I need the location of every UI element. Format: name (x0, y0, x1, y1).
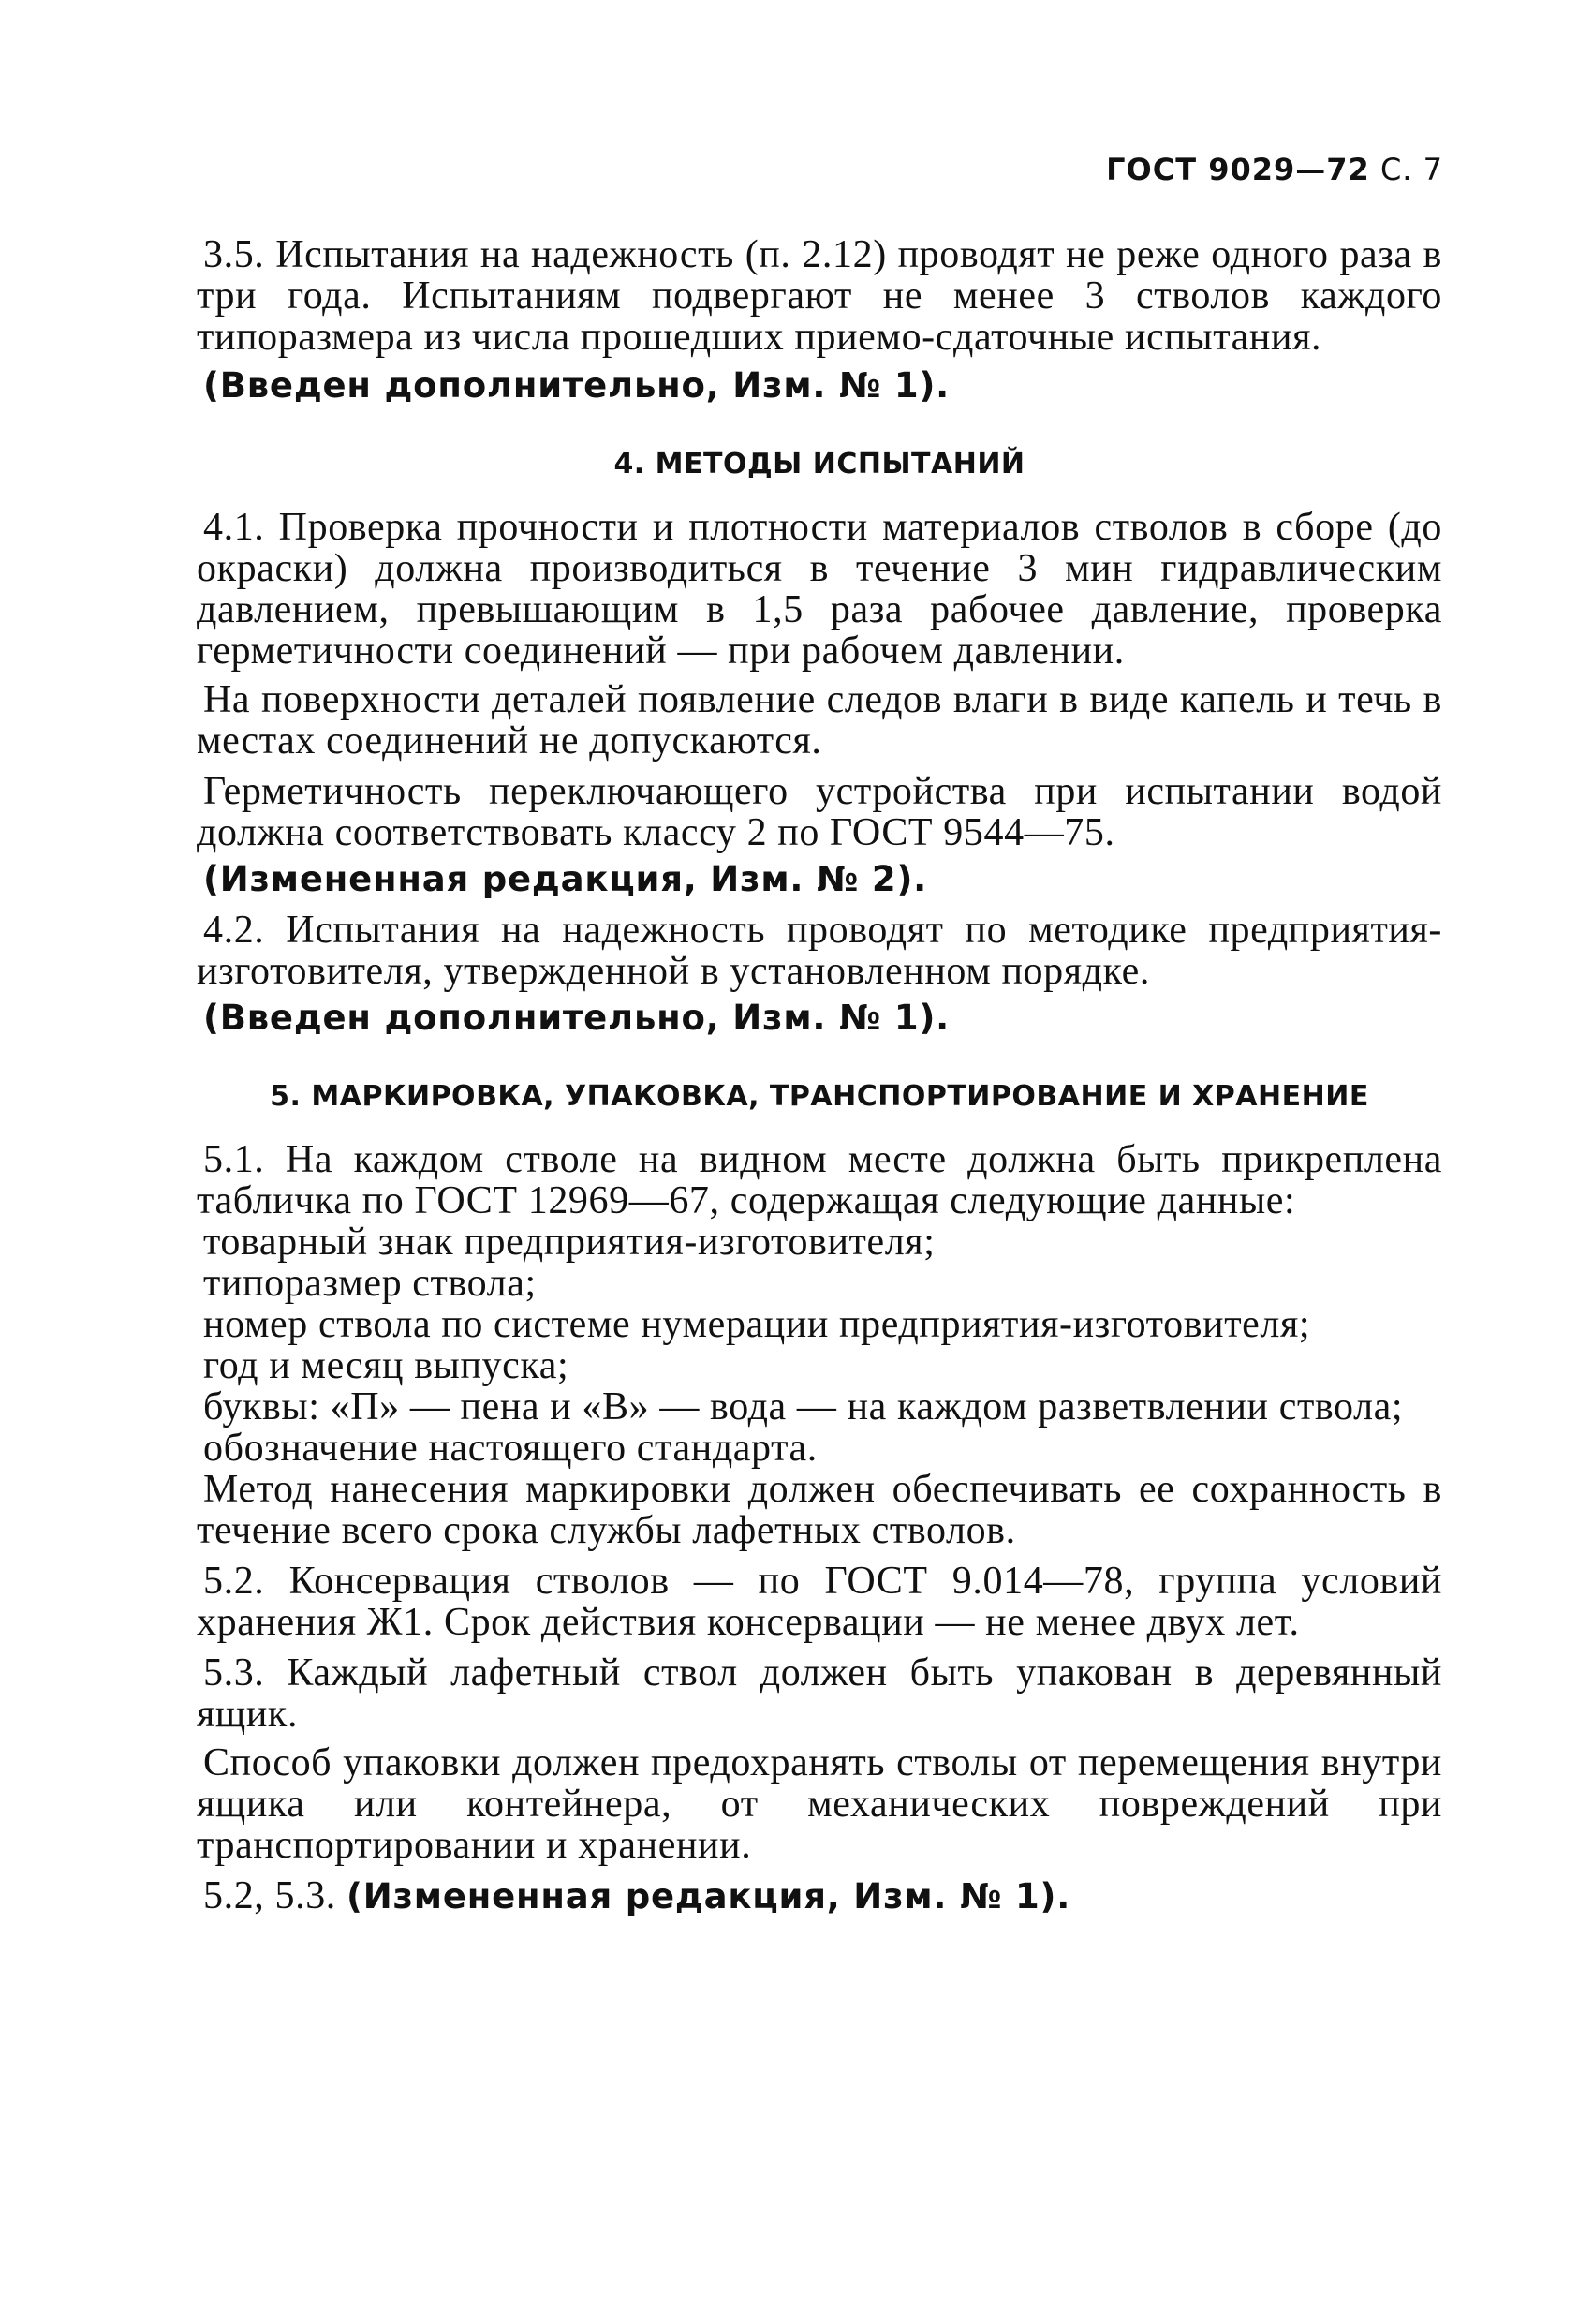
paragraph-5-1: 5.1. На каждом стволе на видном месте должна быть прикреплена табличка по ГОСТ 12969—67, содержащая следующие данные: (197, 1138, 1442, 1222)
list-item: год и месяц выпуска; (203, 1344, 569, 1387)
amendment-note-5-2-5-3 (197, 1875, 1442, 1917)
paragraph-5-3-packing: Способ упаковки должен предохранять стволы от перемещения внутри ящика или контейнера, от механических повреждений при транспортировании и хранении. (197, 1741, 1442, 1867)
clause-reference: 5.2, 5.3. (203, 1874, 336, 1917)
amendment-note: (Введен дополнительно, Изм. № 1). (203, 998, 951, 1038)
amendment-note: (Измененная редакция, Изм. № 1). (347, 1876, 1071, 1917)
amendment-note: (Измененная редакция, Изм. № 2). (203, 859, 928, 899)
paragraph-5-1-marking-method: Метод нанесения маркировки должен обеспечивать ее сохранность в течение всего срока службы лафетных стволов. (197, 1468, 1442, 1552)
paragraph-4-1-moisture: На поверхности деталей появление следов влаги в виде капель и течь в местах соединений не допускаются. (197, 678, 1442, 762)
paragraph-4-2: 4.2. Испытания на надежность проводят по методике предприятия-изготовителя, утвержденной в установленном порядке. (197, 909, 1442, 993)
page-number: С. 7 (1379, 152, 1443, 187)
list-item: обозначение настоящего стандарта. (203, 1427, 818, 1470)
doc-number: ГОСТ 9029—72 (1106, 152, 1370, 187)
paragraph-3-5: 3.5. Испытания на надежность (п. 2.12) проводят не реже одного раза в три года. Испытаниям подвергают не менее 3 стволов каждого типоразмера из числа прошедших приемо-сдаточные испытания. (197, 233, 1442, 359)
list-item: номер ствола по системе нумерации предприятия-изготовителя; (203, 1303, 1311, 1346)
amendment-note: (Введен дополнительно, Изм. № 1). (203, 365, 951, 406)
paragraph-4-1-tightness: Герметичность переключающего устройства при испытании водой должна соответствовать классу 2 по ГОСТ 9544—75. (197, 770, 1442, 854)
list-item: буквы: «П» — пена и «В» — вода — на каждом разветвлении ствола; (203, 1385, 1404, 1428)
paragraph-4-1: 4.1. Проверка прочности и плотности материалов стволов в сборе (до окраски) должна производиться в течение 3 мин гидравлическим давлением, превышающим в 1,5 раза рабочее давление, проверка герметичности соединений — при рабочем давлении. (197, 506, 1442, 673)
section-5-title: 5. МАРКИРОВКА, УПАКОВКА, ТРАНСПОРТИРОВАНИЕ И ХРАНЕНИЕ (270, 1080, 1369, 1113)
section-4-title: 4. МЕТОДЫ ИСПЫТАНИЙ (613, 448, 1025, 481)
list-item: типоразмер ствола; (203, 1262, 537, 1305)
paragraph-5-2: 5.2. Консервация стволов — по ГОСТ 9.014—78, группа условий хранения Ж1. Срок действия консервации — не менее двух лет. (197, 1560, 1442, 1644)
paragraph-5-3: 5.3. Каждый лафетный ствол должен быть упакован в деревянный ящик. (197, 1651, 1442, 1736)
document-body (197, 141, 1442, 1917)
list-item: товарный знак предприятия-изготовителя; (203, 1221, 936, 1264)
